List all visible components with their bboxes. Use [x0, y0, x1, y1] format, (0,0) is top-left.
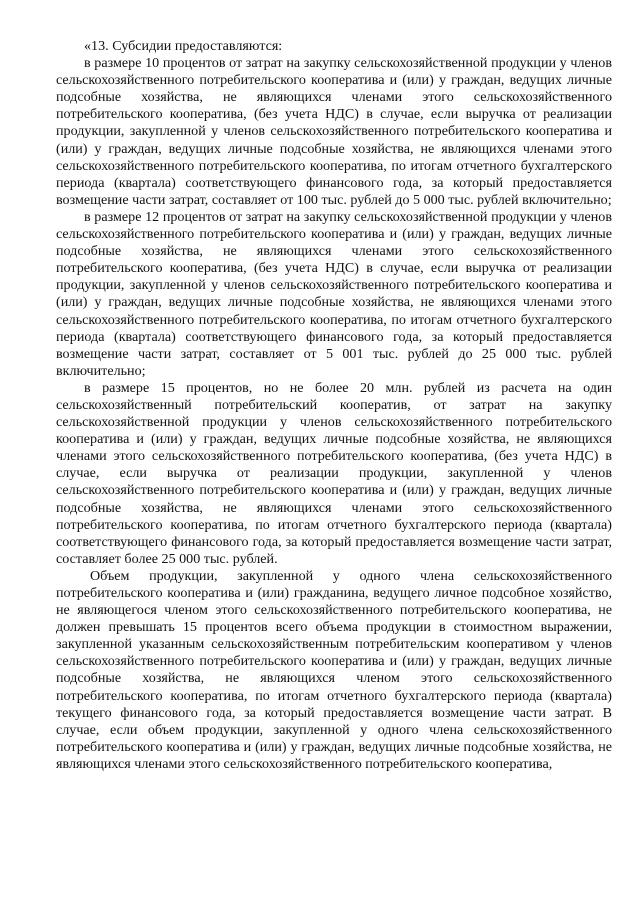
- paragraph-rate-15: в размере 15 процентов, но не более 20 млн. рублей из расчета на один сельскохозяйственный потребительский кооператив, от затрат на закупку сельскохозяйственной продукции у членов сельскохозяйственного потребительского кооператива и (или) у граждан, ведущих личные подсобные хозяйства, не являющихся членами этого сельскохозяйственного потребительского кооператива, (без учета НДС) в случае, если выручка от реализации продукции, закупленной у членов сельскохозяйственного потребительского кооператива и (или) у граждан, ведущих личные подсобные хозяйства, не являющихся членами этого сельскохозяйственного потребительского кооператива, по итогам отчетного бухгалтерского периода (квартала) соответствующего финансового года, за который предоставляется возмещение части затрат, составляет более 25 000 тыс. рублей.: [56, 379, 612, 567]
- paragraph-volume-limit: Объем продукции, закупленной у одного члена сельскохозяйственного потребительского кооператива и (или) гражданина, ведущего личное подсобное хозяйство, не являющегося членом этого сельскохозяйственного потребительского кооператива, не должен превышать 15 процентов всего объема продукции в стоимостном выражении, закупленной указанным сельскохозяйственным потребительским кооперативом у членов сельскохозяйственного потребительского кооператива и (или) у граждан, ведущих личные подсобные хозяйства, не являющихся членом этого сельскохозяйственного потребительского кооператива, по итогам отчетного бухгалтерского периода (квартала) текущего финансового года, за который предоставляется возмещение части затрат. В случае, если объем продукции, закупленной у одного члена сельскохозяйственного потребительского кооператива и (или) у граждан, ведущих личные подсобные хозяйства, не являющихся членами этого сельскохозяйственного потребительского кооператива,: [56, 567, 612, 772]
- paragraph-rate-12: в размере 12 процентов от затрат на закупку сельскохозяйственной продукции у членов сельскохозяйственного потребительского кооператива и (или) у граждан, ведущих личные подсобные хозяйства, не являющихся членами этого сельскохозяйственного потребительского кооператива, (без учета НДС) в случае, если выручка от реализации продукции, закупленной у членов сельскохозяйственного потребительского кооператива и (или) у граждан, ведущих личные подсобные хозяйства, не являющихся членами этого сельскохозяйственного потребительского кооператива, по итогам отчетного бухгалтерского периода (квартала) соответствующего финансового года, за который предоставляется возмещение части затрат, составляет от 5 001 тыс. рублей до 25 000 тыс. рублей включительно;: [56, 208, 612, 379]
- document-page: [56, 38, 612, 773]
- section-heading: «13. Субсидии предоставляются:: [84, 38, 283, 54]
- paragraph-rate-10: в размере 10 процентов от затрат на закупку сельскохозяйственной продукции у членов сельскохозяйственного потребительского кооператива и (или) у граждан, ведущих личные подсобные хозяйства, не являющихся членами этого сельскохозяйственного потребительского кооператива, (без учета НДС) в случае, если выручка от реализации продукции, закупленной у членов сельскохозяйственного потребительского кооператива и (или) у граждан, ведущих личные подсобные хозяйства, не являющихся членами этого сельскохозяйственного потребительского кооператива, по итогам отчетного бухгалтерского периода (квартала) соответствующего финансового года, за который предоставляется возмещение части затрат, составляет от 100 тыс. рублей до 5 000 тыс. рублей включительно;: [56, 55, 612, 208]
